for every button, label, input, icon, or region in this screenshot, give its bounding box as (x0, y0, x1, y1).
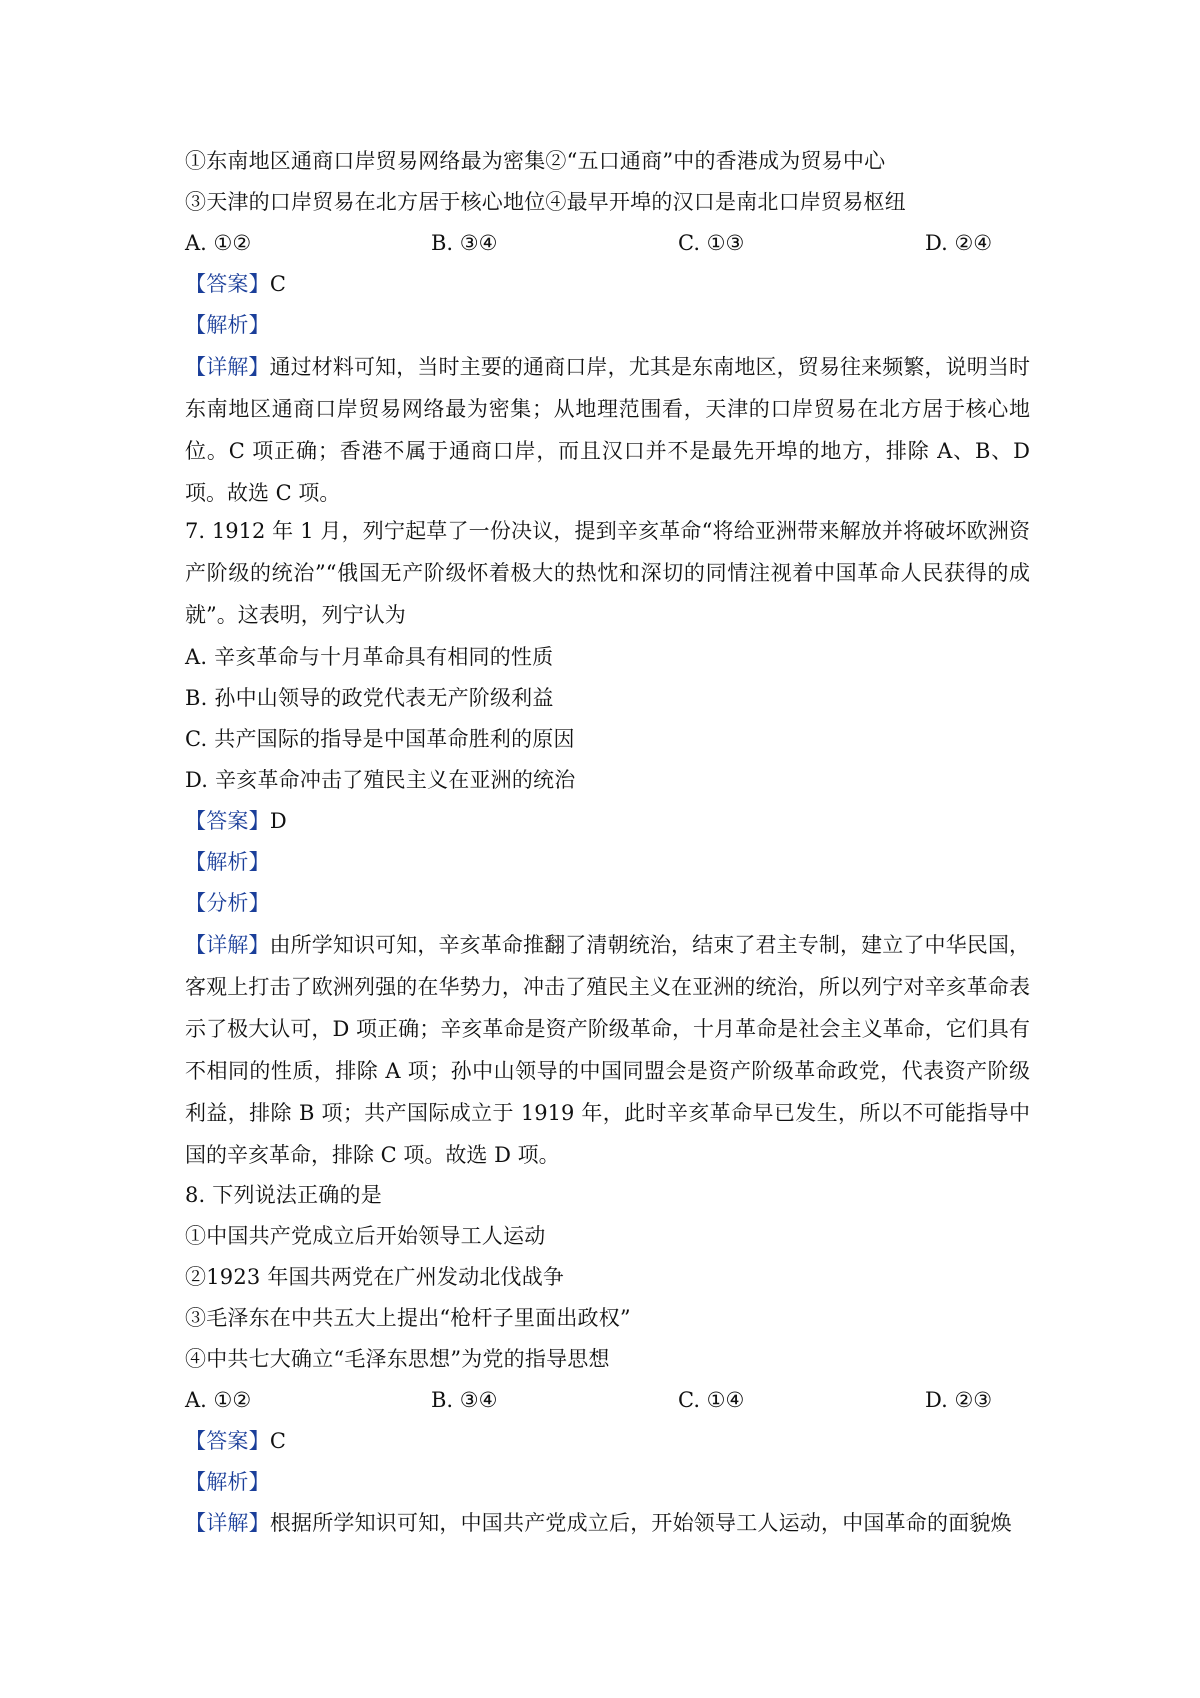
detail-text: 由所学知识可知，辛亥革命推翻了清朝统治，结束了君主专制，建立了中华民国，客观上打击了欧洲列强的在华势力，冲击了殖民主义在亚洲的统治，所以列宁对辛亥革命表示了极大认可，D 项正确；辛亥革命是资产阶级革命，十月革命是社会主义革命，它们具有不相同的性质，排除 A 项；孙中山领导的中国同盟会是资产阶级革命政党，代表资产阶级利益，排除 B 项；共产国际成立于 1919 年，此时辛亥革命早已发生，所以不可能指导中国的辛亥革命，排除 C 项。故选 D 项。 (185, 933, 1030, 1167)
detail-tag: 【详解】 (185, 355, 270, 379)
q7-answer (185, 806, 1025, 836)
answer-value: C (269, 1429, 287, 1453)
answer-tag: 【答案】 (185, 272, 270, 296)
q7-analysis (185, 847, 1025, 877)
q7-option-c: C. 共产国际的指导是中国革命胜利的原因 (185, 727, 575, 751)
q7-fenxi (185, 888, 1025, 918)
q7-detail (185, 924, 1030, 1176)
answer-tag: 【答案】 (185, 809, 270, 833)
q7-stem: 7. 1912 年 1 月，列宁起草了一份决议，提到辛亥革命“将给亚洲带来解放并将破坏欧洲资产阶级的统治”“俄国无产阶级怀着极大的热忱和深切的同情注视着中国革命人民获得的成就”。这表明，列宁认为 (185, 519, 1030, 627)
q8-answer (185, 1426, 1025, 1456)
q8-statement-2: ②1923 年国共两党在广州发动北伐战争 (185, 1265, 565, 1289)
fenxi-tag: 【分析】 (185, 891, 270, 915)
q6-option-c: C. ①③ (678, 231, 745, 255)
q6-answer (185, 269, 1025, 299)
analysis-tag: 【解析】 (185, 850, 270, 874)
detail-tag: 【详解】 (185, 1511, 270, 1535)
q6-option-b: B. ③④ (431, 231, 498, 255)
q8-statement-1: ①中国共产党成立后开始领导工人运动 (185, 1224, 546, 1248)
answer-tag: 【答案】 (185, 1429, 270, 1453)
q8-stem: 8. 下列说法正确的是 (185, 1183, 382, 1207)
q8-option-a: A. ①② (185, 1388, 252, 1412)
q7-option-b: B. 孙中山领导的政党代表无产阶级利益 (185, 686, 554, 710)
q6-analysis (185, 310, 1025, 340)
analysis-tag: 【解析】 (185, 313, 270, 337)
q7-option-d: D. 辛亥革命冲击了殖民主义在亚洲的统治 (185, 768, 576, 792)
q6-detail (185, 346, 1030, 514)
detail-tag: 【详解】 (185, 933, 270, 957)
q8-option-c: C. ①④ (678, 1388, 745, 1412)
analysis-tag: 【解析】 (185, 1470, 270, 1494)
answer-value: D (269, 809, 287, 833)
q6-statement-1: ①东南地区通商口岸贸易网络最为密集②“五口通商”中的香港成为贸易中心 (185, 149, 886, 173)
q6-option-d: D. ②④ (925, 231, 993, 255)
answer-value: C (269, 272, 287, 296)
q8-statement-3: ③毛泽东在中共五大上提出“枪杆子里面出政权” (185, 1306, 631, 1330)
q8-statement-4: ④中共七大确立“毛泽东思想”为党的指导思想 (185, 1347, 610, 1371)
q6-statement-2: ③天津的口岸贸易在北方居于核心地位④最早开埠的汉口是南北口岸贸易枢纽 (185, 190, 906, 214)
detail-text: 根据所学知识可知，中国共产党成立后，开始领导工人运动，中国革命的面貌焕 (269, 1511, 1012, 1535)
q8-option-d: D. ②③ (925, 1388, 993, 1412)
q8-detail (185, 1508, 1025, 1538)
q8-option-b: B. ③④ (431, 1388, 498, 1412)
q7-option-a: A. 辛亥革命与十月革命具有相同的性质 (185, 645, 554, 669)
q8-analysis (185, 1467, 1025, 1497)
q6-option-a: A. ①② (185, 231, 252, 255)
detail-text: 通过材料可知，当时主要的通商口岸，尤其是东南地区，贸易往来频繁，说明当时东南地区通商口岸贸易网络最为密集；从地理范围看，天津的口岸贸易在北方居于核心地位。C 项正确；香港不属于通商口岸，而且汉口并不是最先开埠的地方，排除 A、B、D 项。故选 C 项。 (185, 355, 1030, 505)
